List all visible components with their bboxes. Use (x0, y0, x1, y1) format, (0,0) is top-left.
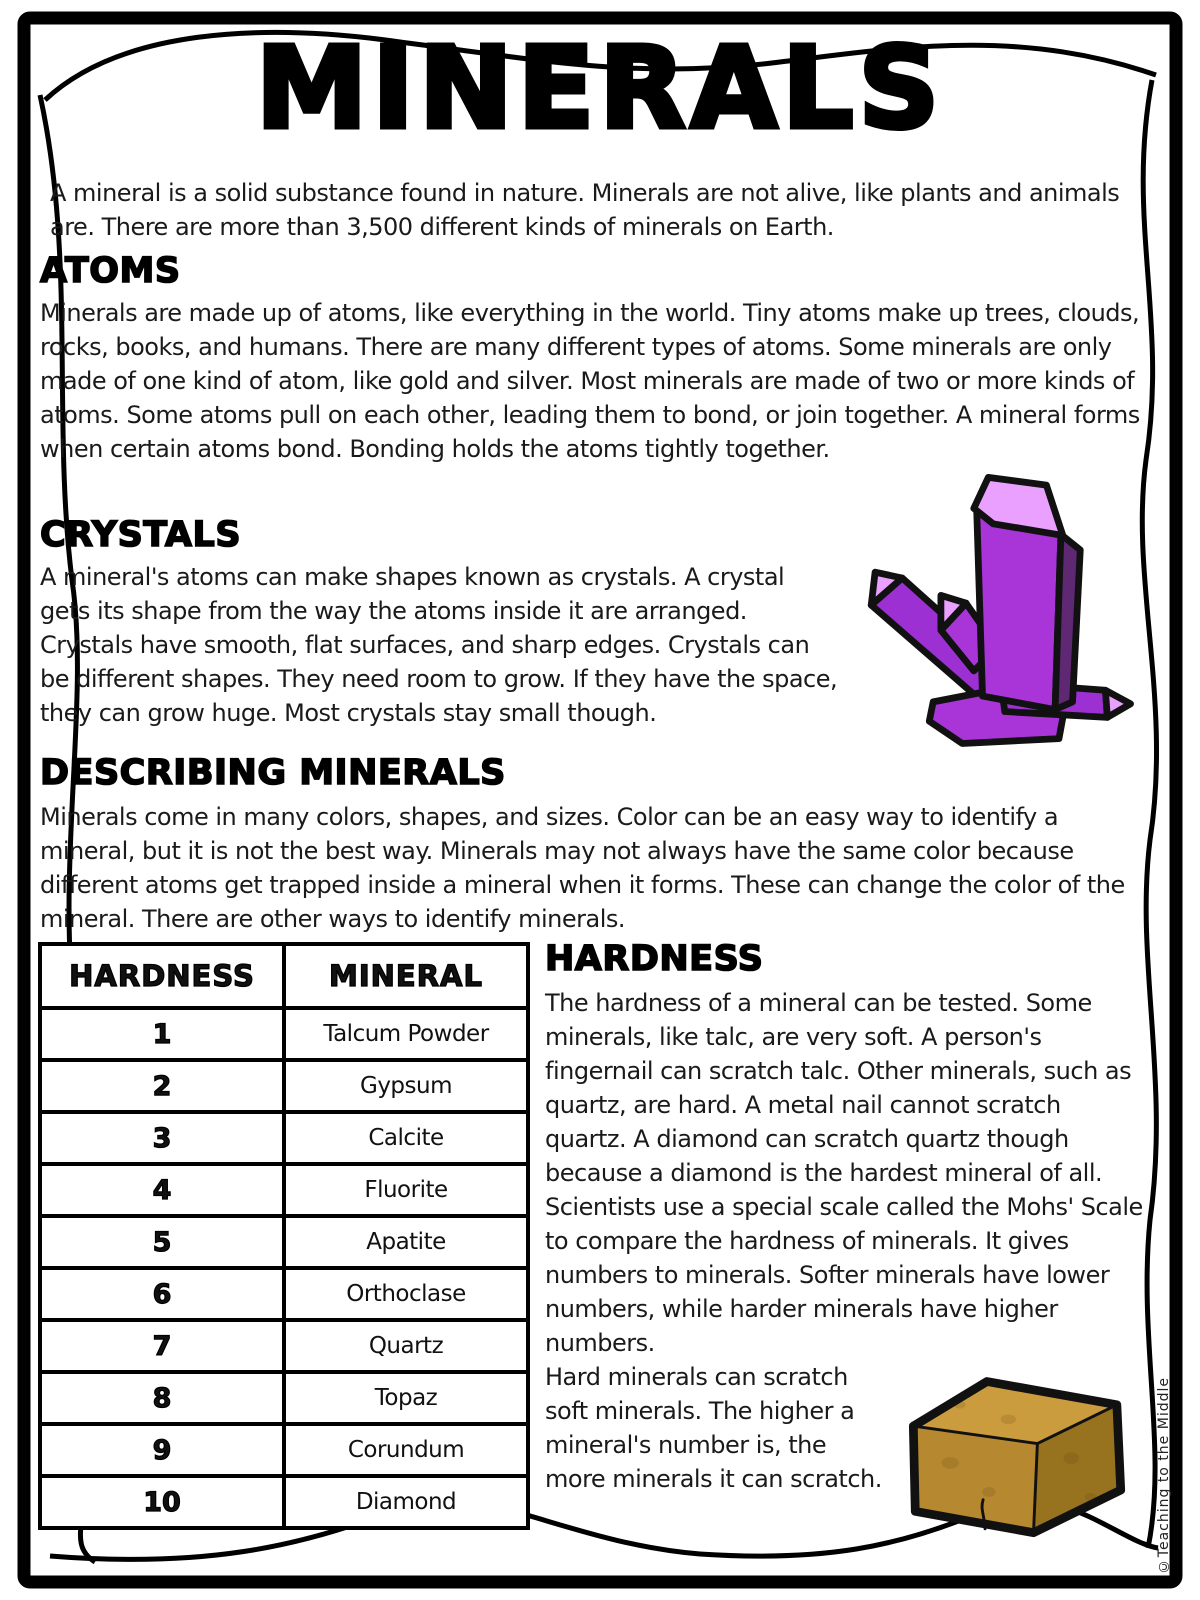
mohs-hardness-table (38, 942, 530, 1530)
table-row (40, 1268, 528, 1320)
table-row (40, 1112, 528, 1164)
mineral-cell: Quartz (284, 1320, 528, 1372)
mineral-cell: Calcite (284, 1112, 528, 1164)
hardness-cell: 5 (40, 1216, 284, 1268)
table-row (40, 1372, 528, 1424)
hardness-cell: 10 (40, 1476, 284, 1528)
hardness-column (545, 940, 1145, 1555)
page-title: MINERALS (255, 24, 945, 154)
purple-crystal-cluster-illustration (848, 458, 1148, 758)
mineral-cell: Orthoclase (284, 1268, 528, 1320)
table-header-hardness: HARDNESS (40, 944, 284, 1008)
copyright-credit: ©Teaching to the Middle (1156, 1376, 1172, 1574)
atoms-paragraph: Minerals are made up of atoms, like everything in the world. Tiny atoms make up trees, clouds, rocks, books, and humans. There are many different types of atoms. Some minerals are only made of one kind of atom, like gold and silver. Most minerals are made of two or more kinds of atoms. Some atoms pull on each other, leading them to bond, or join together. A mineral forms when certain atoms bond. Bonding holds the atoms tightly together. (40, 299, 1140, 463)
table-header-row (40, 944, 528, 1008)
hardness-cell: 6 (40, 1268, 284, 1320)
section-heading-hardness: HARDNESS (545, 939, 764, 979)
describing-minerals-paragraph: Minerals come in many colors, shapes, and sizes. Color can be an easy way to identify a mineral, but it is not the best way. Minerals may not always have the same color because different atoms get trapped inside a mineral when it forms. These can change the color of the mineral. There are other ways to identify minerals. (40, 803, 1125, 933)
section-heading-atoms: ATOMS (40, 251, 181, 291)
table-row (40, 1476, 528, 1528)
intro-paragraph: A mineral is a solid substance found in nature. Minerals are not alive, like plants and animals are. There are more than 3,500 different kinds of minerals on Earth. (50, 179, 1120, 241)
table-row (40, 1424, 528, 1476)
mineral-cell: Fluorite (284, 1164, 528, 1216)
crystals-paragraph: A mineral's atoms can make shapes known as crystals. A crystal gets its shape from the way the atoms inside it are arranged. Crystals have smooth, flat surfaces, and sharp edges. Crystals can be different shapes. They need room to grow. If they have the space, they can grow huge. Most crystals stay small though. (40, 563, 838, 727)
mineral-cell: Talcum Powder (284, 1008, 528, 1060)
table-row (40, 1060, 528, 1112)
section-heading-crystals: CRYSTALS (40, 515, 242, 555)
section-heading-describing-minerals: DESCRIBING MINERALS (40, 753, 506, 793)
mineral-cell: Topaz (284, 1372, 528, 1424)
hardness-cell: 4 (40, 1164, 284, 1216)
table-row (40, 1008, 528, 1060)
hardness-cell: 3 (40, 1112, 284, 1164)
mineral-cell: Gypsum (284, 1060, 528, 1112)
hardness-cell: 1 (40, 1008, 284, 1060)
table-row (40, 1216, 528, 1268)
hardness-cell: 7 (40, 1320, 284, 1372)
mineral-cell: Diamond (284, 1476, 528, 1528)
table-row (40, 1320, 528, 1372)
hardness-cell: 8 (40, 1372, 284, 1424)
gold-mineral-cube-illustration (892, 1366, 1144, 1555)
table-header-mineral: MINERAL (284, 944, 528, 1008)
hardness-cell: 2 (40, 1060, 284, 1112)
hardness-paragraph: The hardness of a mineral can be tested. Some minerals, like talc, are very soft. A person's fingernail can scratch talc. Other minerals, such as quartz, are hard. A metal nail cannot scratch quartz. A diamond can scratch quartz though because a diamond is the hardest mineral of all. Scientists use a special scale called the Mohs' Scale to compare the hardness of minerals. It gives numbers to minerals. Softer minerals have lower numbers, while harder minerals have higher numbers. (545, 989, 1143, 1357)
mineral-cell: Apatite (284, 1216, 528, 1268)
hardness-cell: 9 (40, 1424, 284, 1476)
table-row (40, 1164, 528, 1216)
mineral-cell: Corundum (284, 1424, 528, 1476)
hardness-paragraph-continued: Hard minerals can scratch soft minerals. The higher a mineral's number is, the more minerals it can scratch. (545, 1363, 882, 1493)
hardness-wrap-row (545, 1360, 1145, 1555)
